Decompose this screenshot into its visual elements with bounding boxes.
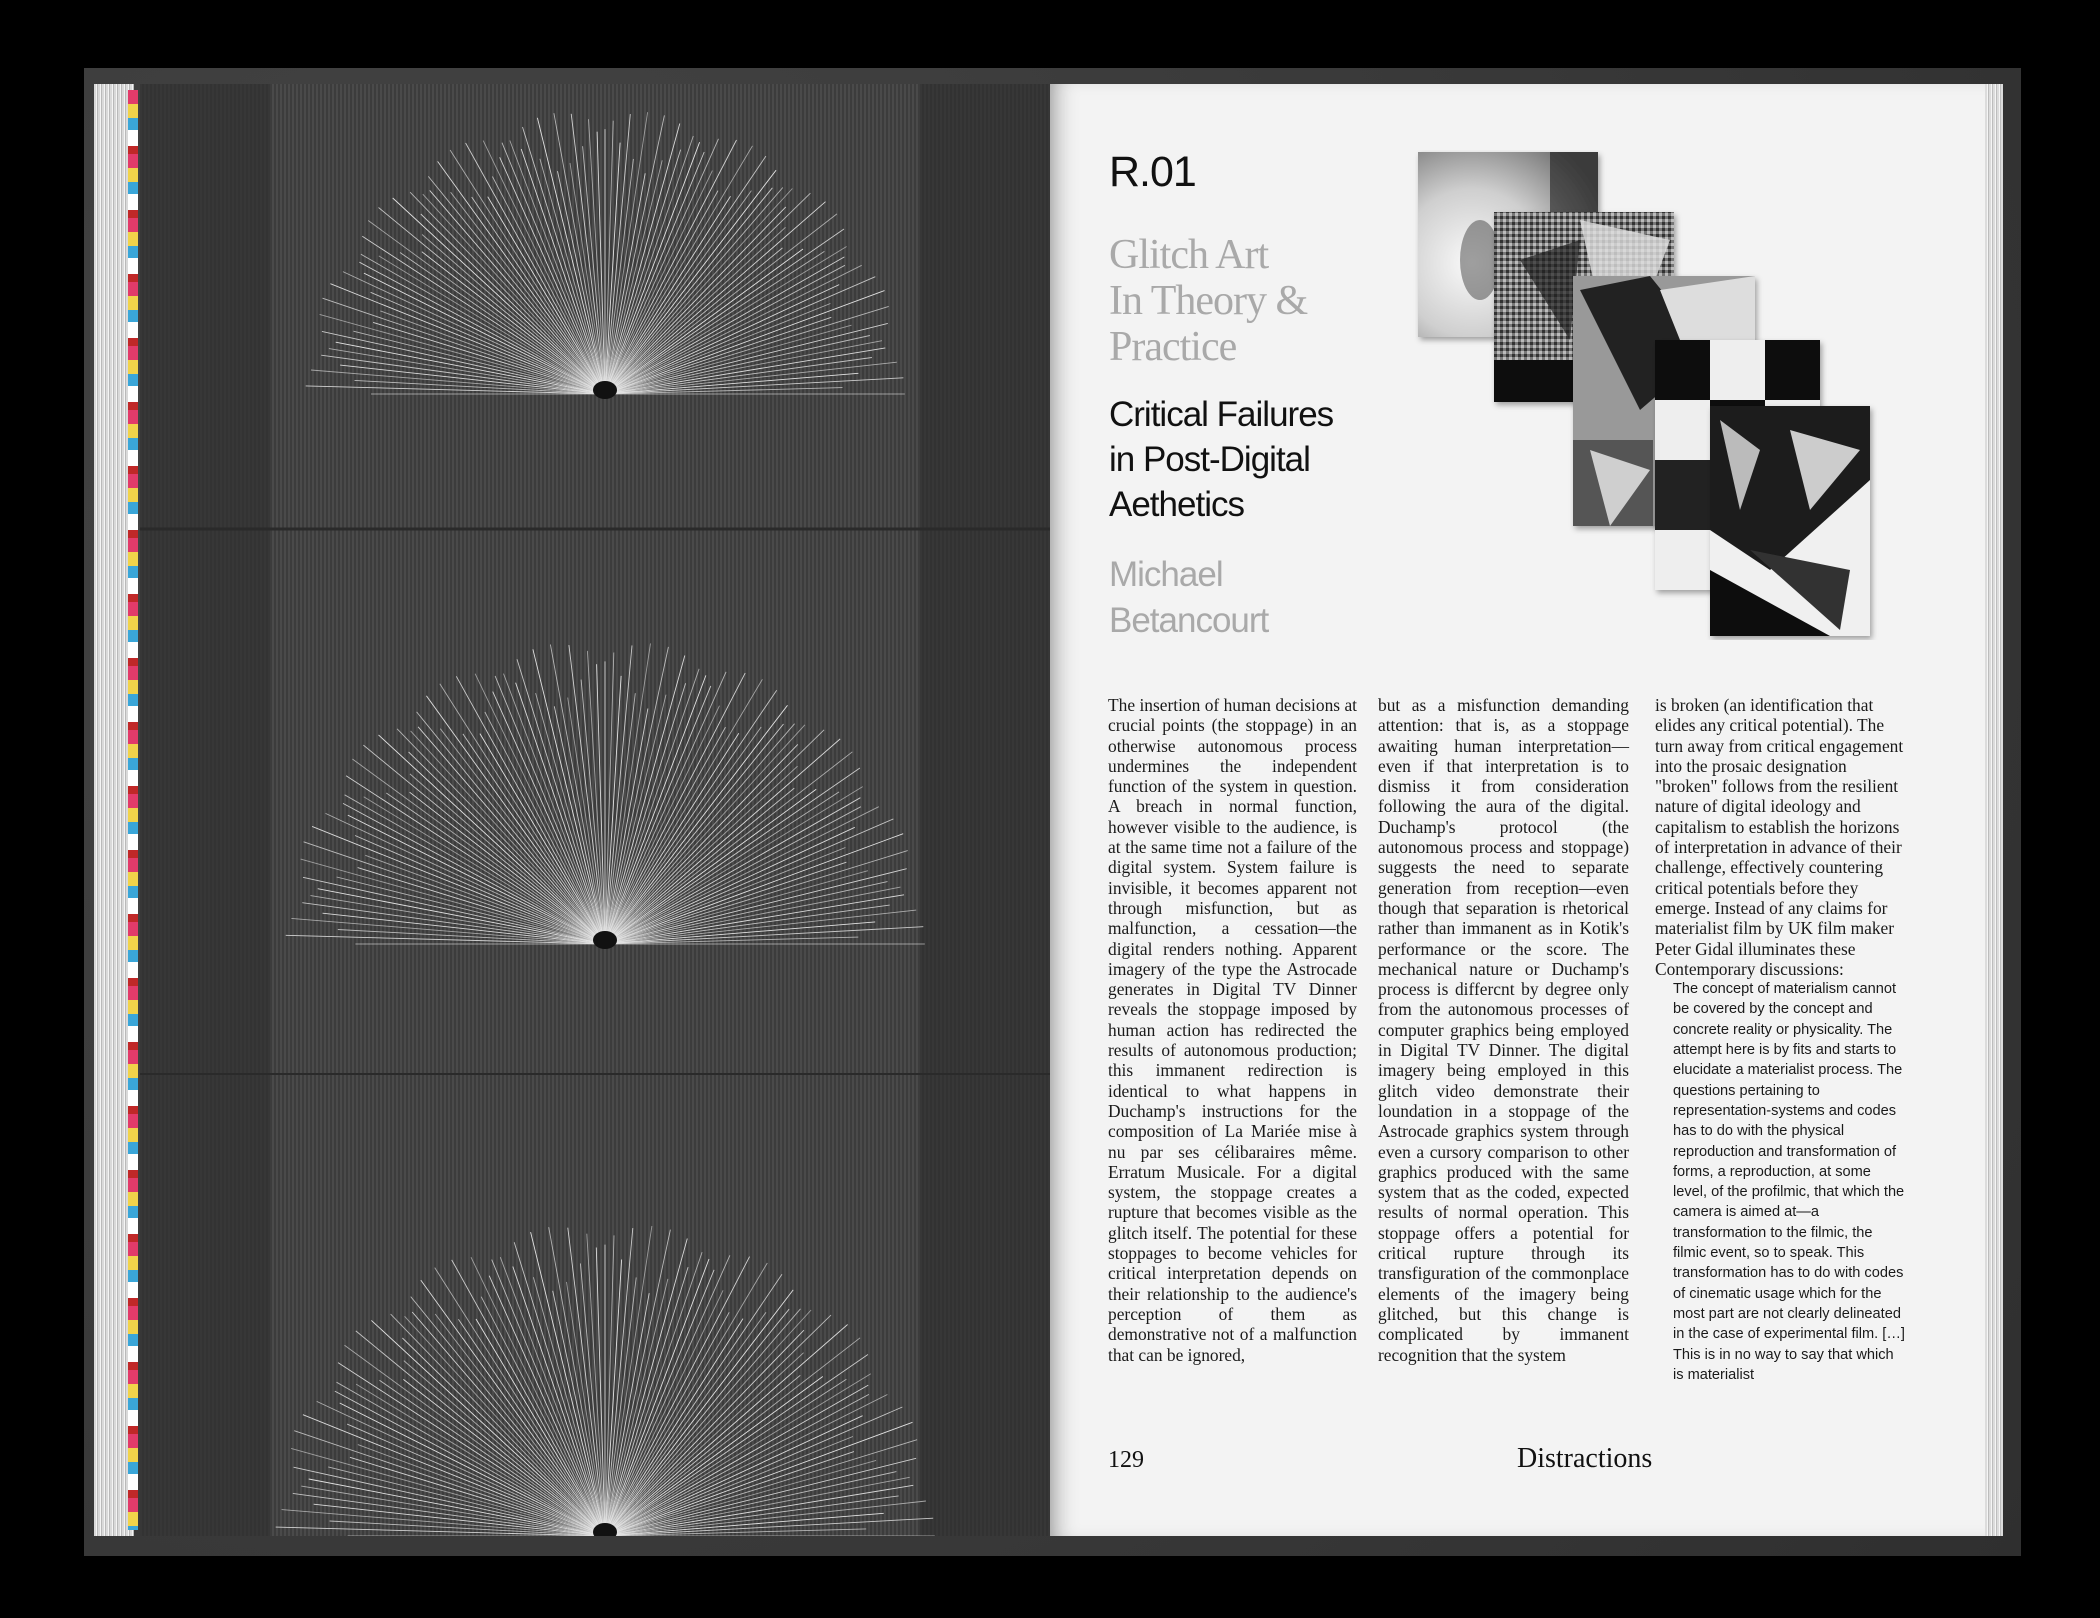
series-title-line: Glitch Art bbox=[1109, 232, 1269, 278]
block-quote: The concept of materialism cannot be covered by the concept and concrete reality or physicality. The attempt here is by fits and starts to elucidate a materialist process. The questions pertaining to representation-systems and codes has to do with the physical reproduction and transformation of forms, a reproduction, at some level, of the profilmic, that which the camera is aimed at—a transformation to the filmic, the filmic event, so to speak. This transformation has to do with codes of cinematic usage which for the most part are not clearly delineated in the case of experimental film. […] This is in no way to say that which is materialist bbox=[1673, 981, 1905, 1383]
series-title bbox=[1109, 232, 1409, 370]
collage-frame-5 bbox=[1710, 406, 1870, 636]
colored-page-edges bbox=[128, 90, 138, 1530]
series-title-line: In Theory & bbox=[1109, 278, 1308, 324]
running-title: Distractions bbox=[1517, 1443, 1653, 1474]
page-edges-right bbox=[1985, 84, 2003, 1536]
body-column-2 bbox=[1378, 695, 1629, 1365]
author-name bbox=[1109, 552, 1409, 644]
article-code: R.01 bbox=[1109, 148, 1196, 196]
paragraph: but as a misfunction demanding attention: that is, as a stoppage awaiting human interpretation—even if that interpretation is to dismiss it from consideration following the aura of the digital. Duchamp's protocol (the autonomous process and stoppage) suggests the need to separate generation from reception—even though that separation is rhetorical rather than immanent as in Kotik's performance or the score. The mechanical nature or Duchamp's process is differcnt by degree only from the autonomous processes of computer graphics being employed in Digital TV Dinner. The digital imagery being employed in this glitch video demonstrate their loundation in a stoppage of the Astrocade graphics system through even a cursory comparison to other graphics produced with the same system that as the coded, expected results of normal operation. This stoppage offers a potential for critical rupture through its transfiguration of the commonplace elements of the imagery being glitched, but this change is complicated by immanent recognition that the system bbox=[1378, 695, 1629, 1365]
glitch-image-collage bbox=[1410, 150, 1910, 640]
article-title-line: Aethetics bbox=[1109, 485, 1244, 524]
left-page-artwork bbox=[140, 84, 1050, 1536]
article-title-line: in Post-Digital bbox=[1109, 440, 1310, 479]
body-column-3 bbox=[1655, 695, 1905, 1385]
author-name-line: Michael bbox=[1109, 555, 1223, 594]
fan-photograph bbox=[140, 84, 1050, 1536]
article-title bbox=[1109, 392, 1409, 527]
paragraph: The insertion of human decisions at crucial points (the stoppage) in an otherwise autonomous process undermines the independent function of the system in question. A breach in normal function, however visible to the audience, is at the same time not a failure of the digital system. System failure is invisible, it becomes apparent not through misfunction, but as malfunction, a cessation—the digital renders nothing. Apparent imagery of the type the Astrocade generates in Digital TV Dinner reveals the stoppage imposed by human action has redirected the results of autonomous production; this immanent redirection is identical to what happens in Duchamp's instructions for the composition of La Mariée mise à nu par ses célibaraires même. Erratum Musicale. For a digital system, the stoppage creates a rupture that becomes visible as the glitch itself. The potential for these stoppages to become vehicles for critical interpretation depends on their relationship to the audience's perception of them as demonstrative not of a malfunction that can be ignored, bbox=[1108, 695, 1357, 1365]
page-number: 129 bbox=[1108, 1447, 1144, 1473]
body-column-1 bbox=[1108, 695, 1357, 1365]
paragraph: is broken (an identification that elides any critical potential). The turn away from critical engagement into the prosaic designation "broken" follows from the resilient nature of digital ideology and capitalism to establish the horizons of interpretation in advance of their challenge, effectively countering critical potentials before they emerge. Instead of any claims for materialist film by UK film maker Peter Gidal illuminates these Contemporary discussions: bbox=[1655, 695, 1904, 979]
article-title-line: Critical Failures bbox=[1109, 395, 1334, 434]
series-title-line: Practice bbox=[1109, 324, 1237, 370]
author-name-line: Betancourt bbox=[1109, 601, 1269, 640]
